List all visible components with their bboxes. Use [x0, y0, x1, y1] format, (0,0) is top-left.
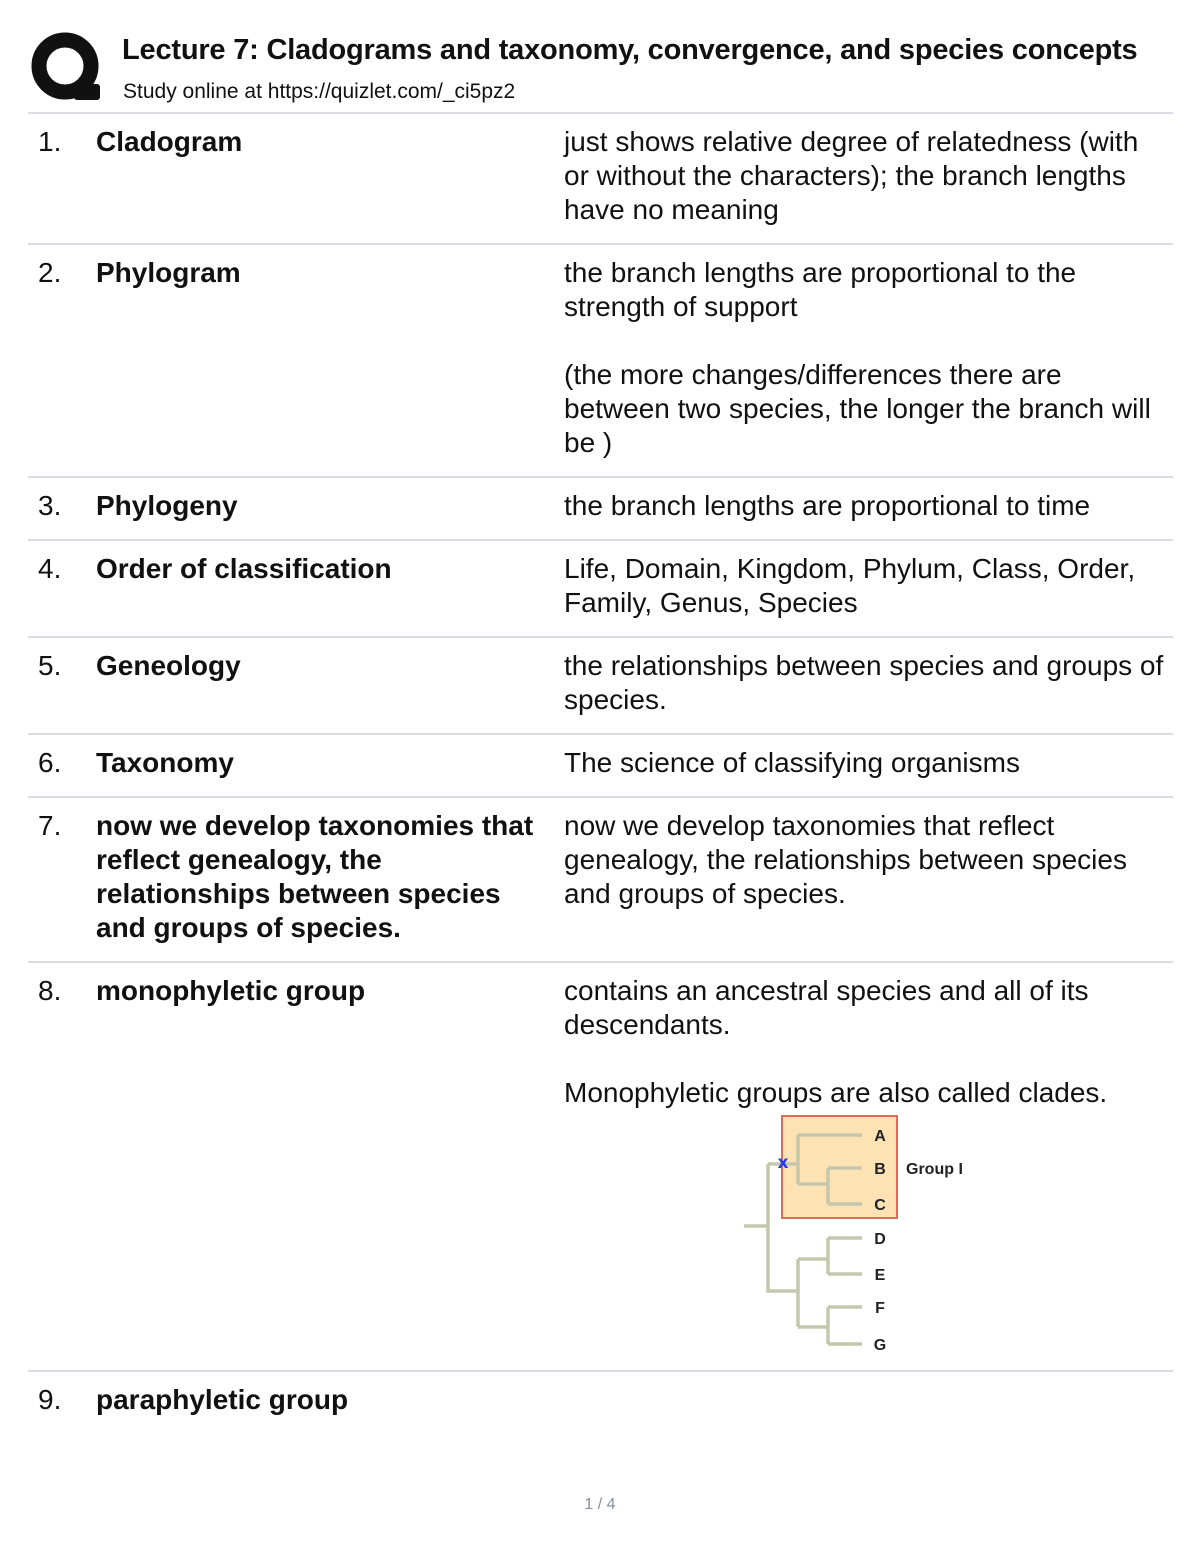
- definition-paragraph: now we develop taxonomies that reflect genealogy, the relationships between species and groups of species.: [564, 810, 1127, 909]
- definition-paragraph: the branch lengths are proportional to time: [564, 490, 1091, 521]
- card-row: [28, 963, 1173, 1372]
- ancestor-marker: x: [777, 1153, 789, 1173]
- definition-paragraph: just shows relative degree of relatedness (with or without the characters); the branch lengths have no meaning: [564, 126, 1139, 225]
- page-number: 1 / 4: [584, 1496, 616, 1513]
- definition-paragraph: the branch lengths are proportional to the strength of support: [564, 257, 1077, 322]
- card-term: paraphyletic group: [96, 1384, 349, 1415]
- card-term: monophyletic group: [96, 975, 366, 1006]
- card-number: 6.: [38, 747, 62, 778]
- quizlet-logo-icon: [30, 30, 106, 106]
- card-definition: [564, 746, 1164, 780]
- card-row: [28, 798, 1173, 963]
- taxon-label-b: B: [874, 1161, 886, 1178]
- card-number: 5.: [38, 650, 62, 681]
- card-definition: [564, 809, 1164, 945]
- card-term: Phylogram: [96, 257, 241, 288]
- definition-paragraph: Monophyletic groups are also called clades.: [564, 1077, 1108, 1108]
- document-title: Lecture 7: Cladograms and taxonomy, convergence, and species concepts: [122, 34, 1138, 66]
- taxon-labels: [874, 1128, 886, 1354]
- card-definition: [564, 125, 1164, 227]
- card-definition: [564, 649, 1164, 717]
- study-online-link[interactable]: Study online at https://quizlet.com/_ci5pz2: [123, 80, 516, 103]
- card-term: Cladogram: [96, 126, 243, 157]
- definition-paragraph: The science of classifying organisms: [564, 747, 1020, 778]
- definition-paragraph: contains an ancestral species and all of its descendants.: [564, 975, 1089, 1040]
- card-number: 3.: [38, 490, 62, 521]
- card-number: 4.: [38, 553, 62, 584]
- card-definition: [564, 552, 1164, 620]
- card-term: Order of classification: [96, 553, 392, 584]
- taxon-label-c: C: [874, 1197, 886, 1214]
- card-definition: [564, 1383, 1164, 1417]
- monophyletic-cladogram: [742, 1114, 982, 1354]
- card-definition: [564, 256, 1164, 460]
- page-header: [0, 0, 1200, 115]
- group-label: Group I: [906, 1161, 963, 1178]
- taxon-label-e: E: [874, 1267, 886, 1284]
- card-row: [28, 114, 1173, 245]
- card-number: 9.: [38, 1384, 62, 1415]
- flashcard-list: [28, 114, 1173, 1433]
- card-number: 7.: [38, 810, 62, 841]
- definition-paragraph: (the more changes/differences there are between two species, the longer the branch will be ): [564, 359, 1151, 458]
- card-row: [28, 245, 1173, 478]
- card-term: Taxonomy: [96, 747, 234, 778]
- card-row: [28, 735, 1173, 798]
- taxon-label-a: A: [874, 1128, 886, 1145]
- card-number: 1.: [38, 126, 62, 157]
- definition-paragraph: Life, Domain, Kingdom, Phylum, Class, Order, Family, Genus, Species: [564, 553, 1136, 618]
- card-definition: [564, 974, 1164, 1354]
- card-definition: [564, 489, 1164, 523]
- card-term: Phylogeny: [96, 490, 238, 521]
- card-number: 8.: [38, 975, 62, 1006]
- taxon-label-f: F: [875, 1300, 885, 1317]
- card-row: [28, 541, 1173, 638]
- taxon-label-d: D: [874, 1231, 886, 1248]
- card-number: 2.: [38, 257, 62, 288]
- card-row: [28, 478, 1173, 541]
- card-term: now we develop taxonomies that reflect genealogy, the relationships between species and groups of species.: [96, 810, 534, 943]
- card-row: [28, 1372, 1173, 1433]
- taxon-label-g: G: [873, 1337, 887, 1354]
- card-row: [28, 638, 1173, 735]
- definition-paragraph: the relationships between species and groups of species.: [564, 650, 1164, 715]
- card-term: Geneology: [96, 650, 241, 681]
